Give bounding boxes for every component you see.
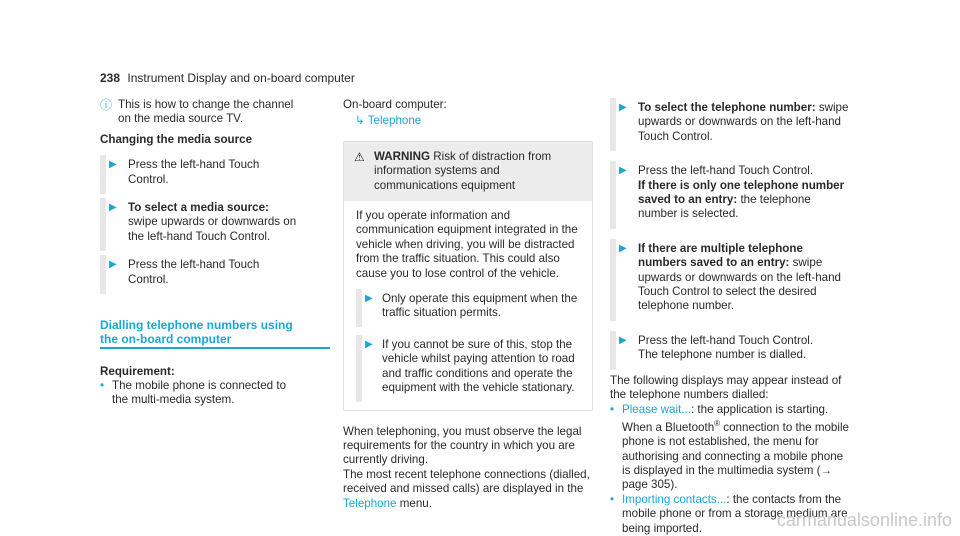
step-text: the telephone number is selected.	[638, 193, 811, 221]
path-row	[343, 114, 593, 128]
bullet-term: Importing contacts...	[622, 492, 727, 506]
step-bold: To select a media source:	[128, 201, 269, 215]
section-rule	[100, 347, 330, 349]
warning-icon: ⚠	[354, 149, 365, 164]
page-header	[100, 71, 355, 85]
arrow-right-icon: ▶	[109, 202, 117, 214]
step	[100, 198, 300, 251]
requirement-label: Requirement:	[100, 364, 175, 378]
bullet-term: Please wait...	[622, 402, 691, 416]
step-text: swipe upwards or downwards on the left-hand Touch Control.	[128, 215, 297, 243]
sub-arrow-icon: ↳	[355, 114, 365, 128]
page-title: Instrument Display and on-board computer	[127, 71, 355, 85]
step-text: swipe upwards or downwards on the left-hand Touch Control.	[638, 101, 849, 143]
bullet-text: : the contacts from the mobile phone or from a storage medium are being imported.	[622, 492, 848, 535]
step-bar	[356, 335, 362, 402]
paragraph-text: menu.	[396, 496, 432, 510]
step-bar	[100, 155, 106, 194]
column-3	[610, 98, 850, 536]
step-text: Press the left-hand Touch Control.	[128, 158, 260, 186]
warning-step	[356, 289, 582, 327]
info-note	[100, 98, 300, 127]
step-bar	[100, 255, 106, 294]
section-title: Dialling telephone numbers using the on-board computer	[100, 318, 293, 347]
info-icon: ⓘ	[100, 98, 113, 112]
step	[100, 155, 300, 194]
step-text: The telephone number is dialled.	[638, 348, 807, 362]
warning-step-text: Only operate this equipment when the traffic situation permits.	[382, 292, 578, 320]
warning-body-text: If you operate information and communication equipment integrated in the vehicle when driving, you will be distracted from the traffic situation. This could also cause you to lose control of the vehicle.	[356, 209, 578, 280]
arrow-right-icon: ▶	[619, 334, 627, 346]
warning-step	[356, 335, 582, 402]
step-bar	[610, 331, 616, 370]
warning-box	[343, 141, 593, 411]
step-text: Press the left-hand Touch Control.	[638, 164, 814, 178]
step	[610, 98, 850, 151]
paragraph	[343, 468, 593, 511]
step-bar	[610, 239, 616, 321]
bullet-icon: •	[100, 378, 105, 392]
paragraph: When telephoning, you must observe the legal requirements for the country in which you are currently driving.	[343, 424, 582, 467]
section-heading	[100, 318, 300, 349]
step-bold: To select the telephone number:	[638, 101, 816, 114]
note-text: This is how to change the channel on the media source TV.	[118, 98, 294, 126]
bullet-icon: •	[610, 402, 615, 416]
column-1	[100, 98, 300, 408]
step-bold: If there is only one telephone number saved to an entry:	[638, 178, 845, 207]
arrow-right-icon: ▶	[109, 259, 117, 271]
warning-body	[344, 201, 592, 409]
arrow-right-icon: ▶	[619, 242, 627, 254]
list-item	[100, 379, 300, 408]
step	[610, 161, 850, 229]
bullet-text: : the application is starting. When a Bluetooth	[622, 402, 829, 434]
path-item: Telephone	[367, 114, 422, 128]
media-heading: Changing the media source	[100, 132, 253, 146]
paragraph-text: The most recent telephone connections (dialled, received and missed calls) are displayed in the	[343, 467, 590, 496]
arrow-right-icon: ▶	[109, 159, 117, 171]
column-2	[343, 98, 593, 511]
bullet-text: connection to the mobile phone is not established, the menu for authorising and connecting a mobile phone is displayed in the multimedia system (→ page 305).	[622, 420, 849, 492]
arrow-right-icon: ▶	[365, 293, 373, 305]
warning-label: WARNING	[374, 149, 431, 163]
arrow-right-icon: ▶	[619, 102, 627, 113]
step-text: swipe upwards or downwards on the left-hand Touch Control to select the desired telephone number.	[638, 256, 842, 313]
arrow-right-icon: ▶	[365, 338, 373, 350]
step-text: Press the left-hand Touch Control.	[128, 258, 260, 286]
warning-header	[344, 142, 592, 201]
warning-title: Risk of distraction from information systems and communications equipment	[374, 149, 552, 192]
step-bar	[610, 98, 616, 151]
registered-mark: ®	[714, 418, 721, 428]
step-bold: If there are multiple telephone numbers saved to an entry:	[638, 241, 803, 270]
step-bar	[356, 289, 362, 327]
step-bar	[610, 161, 616, 229]
step-bar	[100, 198, 106, 251]
warning-step-text: If you cannot be sure of this, stop the vehicle whilst paying attention to road and traffic conditions and operate the equipment with the vehicle stationary.	[382, 337, 575, 395]
list-item	[610, 403, 850, 493]
watermark: carmanualsonline.info	[776, 509, 952, 530]
step-text: Press the left-hand Touch Control.	[638, 333, 814, 347]
page-number: 238	[100, 71, 121, 85]
arrow-right-icon: ▶	[619, 165, 627, 177]
intro-text: The following displays may appear instead of the telephone numbers dialled:	[610, 373, 842, 402]
path-label: On-board computer:	[343, 98, 447, 111]
step	[610, 331, 850, 370]
requirement-text: The mobile phone is connected to the multi-media system.	[112, 378, 287, 407]
bullet-icon: •	[610, 492, 615, 506]
telephone-menu-link: Telephone	[343, 496, 397, 510]
step	[610, 239, 850, 321]
step	[100, 255, 300, 294]
